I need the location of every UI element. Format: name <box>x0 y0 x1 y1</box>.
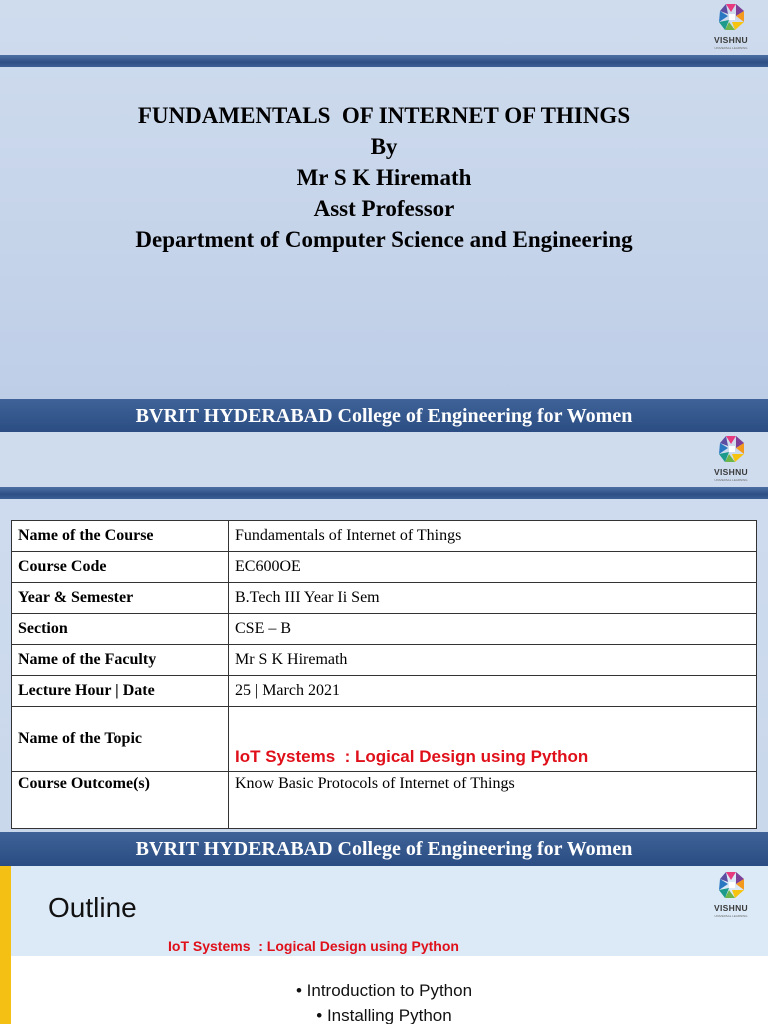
row-label: Section <box>12 614 229 645</box>
outline-bullets <box>0 978 768 1024</box>
logo-tagline: UNIVERSAL LEARNING <box>714 914 748 918</box>
department: Department of Computer Science and Engineering <box>135 227 633 252</box>
row-label: Name of the Topic <box>12 707 229 772</box>
logo-wordmark: VISHNU <box>714 467 748 477</box>
header-bar <box>0 487 768 499</box>
row-label: Name of the Course <box>12 521 229 552</box>
table-row <box>12 707 757 772</box>
college-footer: BVRIT HYDERABAD College of Engineering for Women <box>0 832 768 866</box>
row-value: Know Basic Protocols of Internet of Things <box>229 772 757 829</box>
row-value: 25 | March 2021 <box>229 676 757 707</box>
vishnu-logo-icon <box>717 434 747 466</box>
table-row <box>12 583 757 614</box>
list-item: • Introduction to Python <box>295 981 473 1000</box>
vishnu-logo <box>706 870 756 920</box>
title-slide <box>0 0 768 432</box>
outline-subtitle: IoT Systems : Logical Design using Python <box>168 938 459 954</box>
row-value: Fundamentals of Internet of Things <box>229 521 757 552</box>
vishnu-logo <box>706 434 756 484</box>
course-details-table <box>11 520 757 829</box>
row-value <box>229 707 757 772</box>
topic-text: IoT Systems : Logical Design using Python <box>235 747 589 766</box>
logo-wordmark: VISHNU <box>714 903 748 913</box>
presenter-name: Mr S K Hiremath <box>296 165 472 190</box>
row-label: Course Code <box>12 552 229 583</box>
table-row <box>12 645 757 676</box>
row-value: Mr S K Hiremath <box>229 645 757 676</box>
outline-slide <box>0 866 768 1024</box>
row-label: Course Outcome(s) <box>12 772 229 829</box>
table-row <box>12 521 757 552</box>
title-block <box>0 100 768 255</box>
outline-title: Outline <box>48 892 137 923</box>
course-title: FUNDAMENTALS OF INTERNET OF THINGS <box>137 103 631 128</box>
course-info-slide <box>0 432 768 866</box>
row-label: Lecture Hour | Date <box>12 676 229 707</box>
vishnu-logo-icon <box>717 2 747 34</box>
college-footer: BVRIT HYDERABAD College of Engineering for Women <box>0 399 768 432</box>
logo-wordmark: VISHNU <box>714 35 748 45</box>
table-row <box>12 676 757 707</box>
logo-tagline: UNIVERSAL LEARNING <box>714 478 748 482</box>
row-label: Name of the Faculty <box>12 645 229 676</box>
by-line: By <box>370 134 398 159</box>
vishnu-logo <box>706 2 756 52</box>
vishnu-logo-icon <box>717 870 747 902</box>
table-row <box>12 772 757 829</box>
header-bar <box>0 55 768 67</box>
list-item: • Installing Python <box>316 1006 452 1024</box>
table-row <box>12 552 757 583</box>
row-value: EC600OE <box>229 552 757 583</box>
presenter-role: Asst Professor <box>313 196 455 221</box>
row-label: Year & Semester <box>12 583 229 614</box>
logo-tagline: UNIVERSAL LEARNING <box>714 46 748 50</box>
table-row <box>12 614 757 645</box>
row-value: CSE – B <box>229 614 757 645</box>
row-value: B.Tech III Year Ii Sem <box>229 583 757 614</box>
